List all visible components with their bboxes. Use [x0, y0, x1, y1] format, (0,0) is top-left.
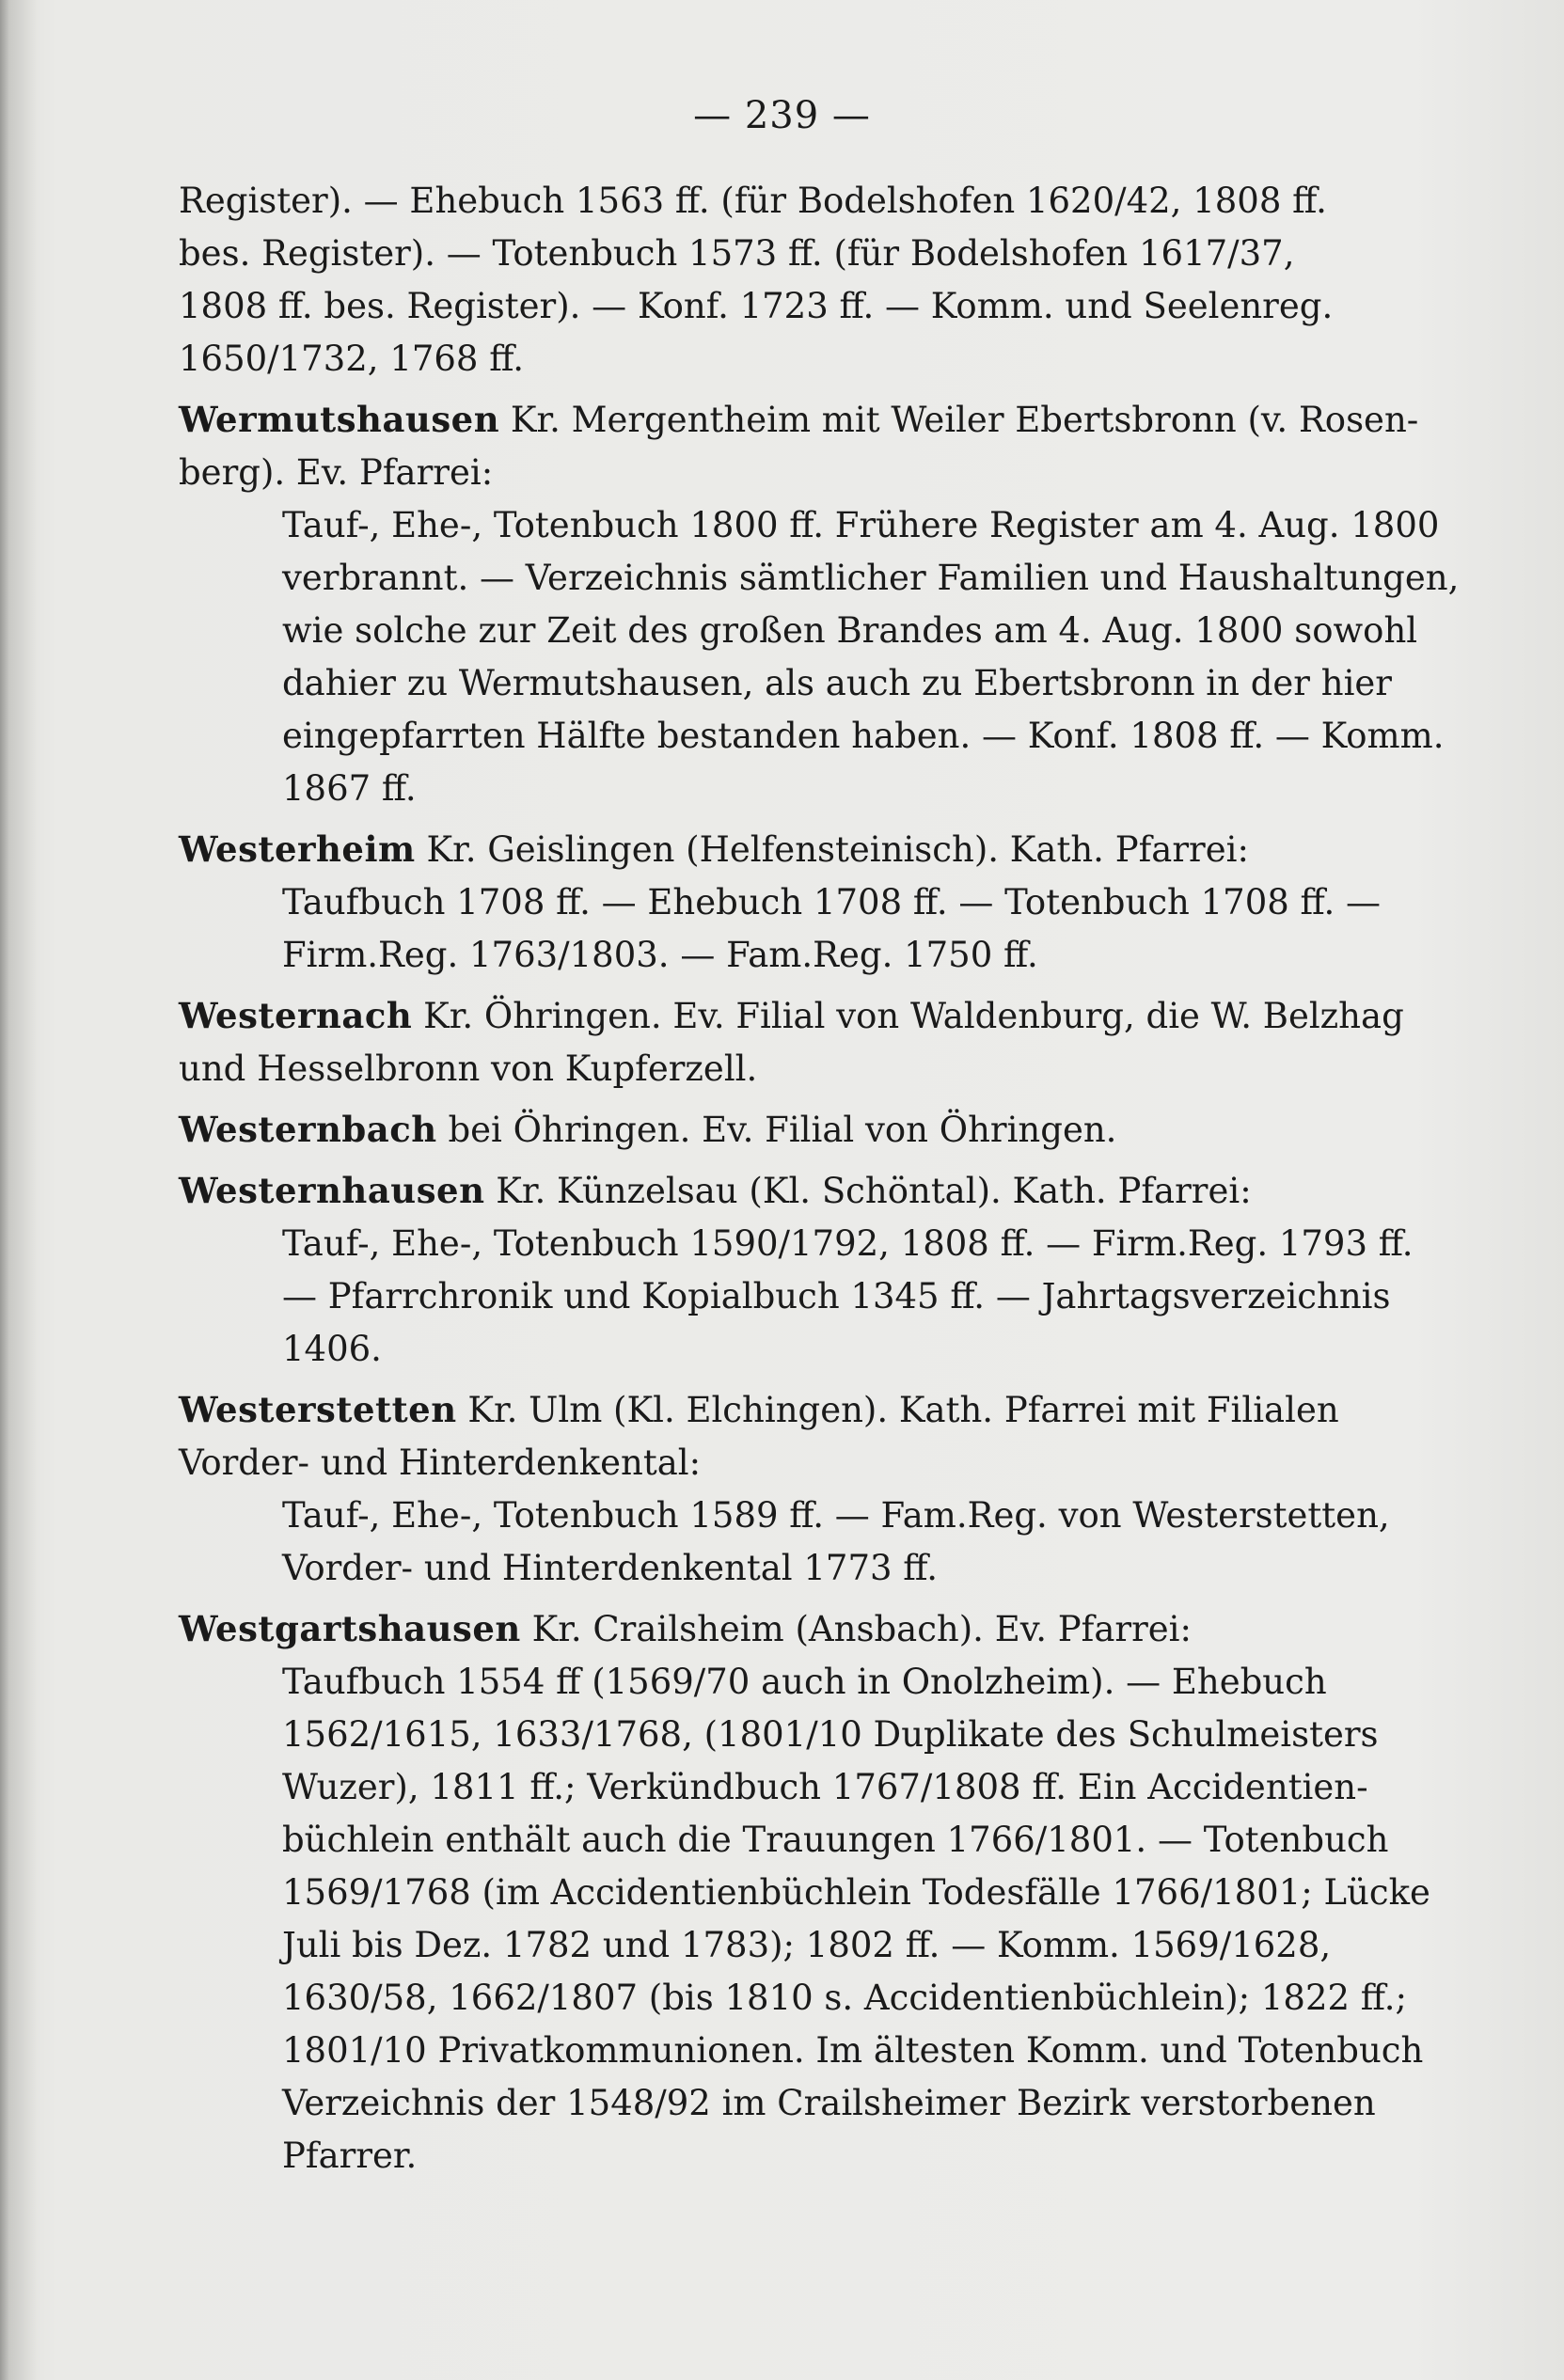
- detail-line: 1801/10 Privatkommunionen. Im ältesten Komm. und Totenbuch: [282, 2030, 1424, 2071]
- entry-heading: [179, 1383, 1420, 1489]
- page-number: — 239 —: [693, 94, 871, 137]
- entry-details: [179, 1218, 1420, 1376]
- detail-line: dahier zu Wermutshausen, als auch zu Ebertsbronn in der hier: [282, 663, 1392, 703]
- detail-line: Vorder- und Hinterdenkental 1773 ff.: [282, 1548, 939, 1588]
- heading-line: [179, 1043, 1420, 1095]
- detail-line: Juli bis Dez. 1782 und 1783); 1802 ff. — Komm. 1569/1628,: [282, 1925, 1332, 1965]
- detail-line: Pfarrer.: [282, 2136, 418, 2176]
- continuation-paragraph: [179, 175, 1420, 386]
- detail-line: Taufbuch 1554 ff (1569/70 auch in Onolzheim). — Ehebuch: [282, 1662, 1327, 1702]
- text-line: 1808 ff. bes. Register). — Konf. 1723 ff. — Komm. und Seelenreg.: [179, 286, 1334, 326]
- entry-details: [179, 876, 1420, 982]
- place-entry: [179, 1383, 1420, 1595]
- entry-details: [179, 1489, 1420, 1595]
- heading-text: Kr. Öhringen. Ev. Filial von Waldenburg, die W. Belzhag: [412, 996, 1404, 1036]
- entry-heading: [179, 1103, 1420, 1157]
- heading-text: Kr. Künzelsau (Kl. Schöntal). Kath. Pfarrei:: [484, 1171, 1252, 1211]
- place-name: Westernhausen: [179, 1170, 485, 1211]
- heading-line: [179, 823, 1420, 876]
- heading-text: Kr. Crailsheim (Ansbach). Ev. Pfarrei:: [520, 1609, 1192, 1649]
- detail-line: 1630/58, 1662/1807 (bis 1810 s. Accidentienbüchlein); 1822 ff.;: [282, 1978, 1407, 2018]
- heading-line: [179, 1437, 1420, 1489]
- place-entry: [179, 989, 1420, 1095]
- text-line: 1650/1732, 1768 ff.: [179, 339, 524, 379]
- detail-line: 1569/1768 (im Accidentienbüchlein Todesfälle 1766/1801; Lücke: [282, 1872, 1430, 1913]
- detail-line: Wuzer), 1811 ff.; Verkündbuch 1767/1808 ff. Ein Accidentien-: [282, 1767, 1368, 1807]
- text-block: [179, 175, 1460, 2190]
- detail-line: 1406.: [282, 1329, 382, 1369]
- entry-heading: [179, 393, 1420, 499]
- heading-line: [179, 1103, 1420, 1157]
- heading-text: Kr. Ulm (Kl. Elchingen). Kath. Pfarrei mit Filialen: [456, 1390, 1339, 1430]
- detail-line: 1562/1615, 1633/1768, (1801/10 Duplikate des Schulmeisters: [282, 1714, 1379, 1755]
- place-name: Westerheim: [179, 828, 416, 870]
- text-line: Register). — Ehebuch 1563 ff. (für Bodelshofen 1620/42, 1808 ff.: [179, 181, 1327, 221]
- place-entry: [179, 823, 1420, 982]
- heading-line: [179, 1383, 1420, 1437]
- entries-list: [179, 393, 1460, 2183]
- place-entry: [179, 1602, 1430, 2183]
- heading-text: bei Öhringen. Ev. Filial von Öhringen.: [436, 1110, 1117, 1150]
- entry-heading: [179, 1164, 1420, 1218]
- detail-line: eingepfarrten Hälfte bestanden haben. — Konf. 1808 ff. — Komm.: [282, 716, 1445, 756]
- text-line: bes. Register). — Totenbuch 1573 ff. (für Bodelshofen 1617/37,: [179, 233, 1295, 274]
- entry-heading: [179, 989, 1420, 1095]
- detail-line: Verzeichnis der 1548/92 im Crailsheimer Bezirk verstorbenen: [282, 2083, 1376, 2123]
- detail-line: büchlein enthält auch die Trauungen 1766/1801. — Totenbuch: [282, 1820, 1389, 1860]
- heading-line: [179, 1164, 1420, 1218]
- detail-line: Firm.Reg. 1763/1803. — Fam.Reg. 1750 ff.: [282, 935, 1038, 975]
- heading-text: berg). Ev. Pfarrei:: [179, 452, 494, 493]
- detail-line: Tauf-, Ehe-, Totenbuch 1590/1792, 1808 ff. — Firm.Reg. 1793 ff.: [282, 1223, 1414, 1264]
- heading-line: [179, 1602, 1420, 1656]
- place-name: Wermutshausen: [179, 399, 500, 440]
- heading-text: und Hesselbronn von Kupferzell.: [179, 1048, 758, 1089]
- heading-line: [179, 447, 1420, 499]
- detail-line: verbrannt. — Verzeichnis sämtlicher Familien und Haushaltungen,: [282, 558, 1460, 598]
- detail-line: Taufbuch 1708 ff. — Ehebuch 1708 ff. — Totenbuch 1708 ff. —: [282, 882, 1382, 922]
- detail-line: Tauf-, Ehe-, Totenbuch 1589 ff. — Fam.Reg. von Westerstetten,: [282, 1495, 1390, 1536]
- place-name: Westerstetten: [179, 1389, 457, 1430]
- heading-line: [179, 393, 1420, 447]
- heading-line: [179, 989, 1420, 1043]
- place-name: Westgartshausen: [179, 1608, 521, 1649]
- detail-line: wie solche zur Zeit des großen Brandes am 4. Aug. 1800 sowohl: [282, 610, 1418, 651]
- entry-heading: [179, 1602, 1420, 1656]
- heading-text: Vorder- und Hinterdenkental:: [179, 1442, 702, 1483]
- detail-line: Tauf-, Ehe-, Totenbuch 1800 ff. Frühere Register am 4. Aug. 1800: [282, 505, 1440, 545]
- place-name: Westernach: [179, 995, 413, 1036]
- entry-heading: [179, 823, 1420, 876]
- place-entry: [179, 1164, 1420, 1376]
- entry-details: [179, 499, 1460, 815]
- heading-text: Kr. Geislingen (Helfensteinisch). Kath. Pfarrei:: [415, 829, 1249, 870]
- detail-line: 1867 ff.: [282, 768, 417, 809]
- place-entry: [179, 393, 1460, 815]
- detail-line: — Pfarrchronik und Kopialbuch 1345 ff. — Jahrtagsverzeichnis: [282, 1276, 1391, 1316]
- place-entry: [179, 1103, 1420, 1157]
- entry-details: [179, 1656, 1430, 2183]
- heading-text: Kr. Mergentheim mit Weiler Ebertsbronn (v. Rosen-: [499, 400, 1419, 440]
- place-name: Westernbach: [179, 1109, 437, 1150]
